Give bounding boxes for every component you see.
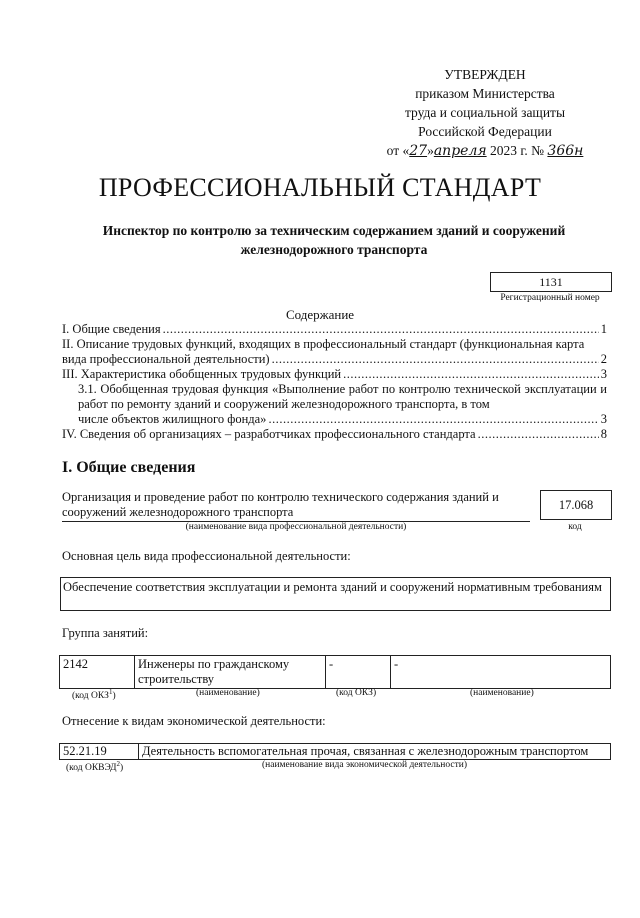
code-caption: код bbox=[568, 522, 582, 532]
toc-item-2[interactable] bbox=[62, 337, 607, 367]
approved-line-2: труда и социальной защиты bbox=[404, 105, 566, 120]
date-prefix: от « bbox=[386, 143, 410, 158]
goal-box bbox=[60, 577, 611, 611]
toc-item-text-cont: числе объектов жилищного фонда» bbox=[78, 412, 267, 426]
footnote-2: 2 bbox=[116, 760, 120, 768]
document-subtitle: Инспектор по контролю за техническим содержанием зданий и сооружений железнодорожного транспорта bbox=[102, 223, 566, 257]
order-number: 366н bbox=[547, 143, 584, 159]
okz-code-cell-2: - bbox=[326, 656, 391, 689]
name-caption: (наименование) bbox=[196, 688, 260, 698]
activity-caption: (наименование вида профессиональной деятельности) bbox=[185, 522, 407, 532]
okved-caption-text: (код ОКВЭД bbox=[66, 763, 117, 774]
toc-item-text: I. Общие сведения bbox=[62, 322, 161, 336]
okz-code-cell: 2142 bbox=[60, 656, 135, 689]
approval-date bbox=[360, 141, 610, 161]
toc-item-text: III. Характеристика обобщенных трудовых функций bbox=[62, 367, 342, 381]
toc-item-text: II. Описание трудовых функций, входящих в профессиональный стандарт (функциональная карта bbox=[62, 337, 585, 351]
okz-caption bbox=[72, 688, 116, 701]
toc-page: 8 bbox=[600, 427, 607, 441]
toc-title: Содержание bbox=[285, 307, 355, 322]
toc-item-3-1[interactable] bbox=[78, 382, 607, 427]
date-year: 2023 г. № bbox=[486, 143, 548, 158]
econ-label: Отнесение к видам экономической деятельности: bbox=[62, 714, 326, 728]
okved-name-caption: (наименование вида экономической деятельности) bbox=[262, 760, 467, 770]
okved-caption-close: ) bbox=[119, 763, 124, 774]
footnote-1: 1 bbox=[108, 688, 113, 696]
approved-line-3: Российской Федерации bbox=[418, 124, 552, 139]
date-day: 27 bbox=[409, 143, 428, 159]
toc-item-4[interactable] bbox=[62, 427, 607, 442]
table-row bbox=[60, 744, 611, 760]
toc-page: 3 bbox=[600, 367, 607, 381]
activity-code: 17.068 bbox=[540, 490, 612, 520]
okz-caption-close: ) bbox=[112, 691, 116, 702]
activity-name: Организация и проведение работ по контролю технического содержания зданий и сооружений железнодорожного транспорта bbox=[62, 490, 499, 519]
approved-label: УТВЕРЖДЕН bbox=[444, 67, 526, 82]
approval-block bbox=[360, 65, 610, 161]
table-row bbox=[60, 656, 611, 689]
document-title: ПРОФЕССИОНАЛЬНЫЙ СТАНДАРТ bbox=[98, 173, 542, 202]
group-label: Группа занятий: bbox=[62, 626, 149, 640]
approved-line-1: приказом Министерства bbox=[415, 86, 555, 101]
date-month: апреля bbox=[433, 143, 487, 159]
toc-item-text-cont: вида профессиональной деятельности) bbox=[62, 352, 270, 366]
date-mid: » bbox=[427, 143, 434, 158]
okved-name-cell: Деятельность вспомогательная прочая, связанная с железнодорожным транспортом bbox=[139, 744, 611, 760]
toc-item-text: IV. Сведения об организациях – разработчиках профессионального стандарта bbox=[62, 427, 476, 441]
toc-item-1[interactable] bbox=[62, 322, 607, 337]
okved-table bbox=[59, 743, 611, 760]
toc-item-3[interactable] bbox=[62, 367, 607, 382]
okz-caption-text: (код ОКЗ bbox=[72, 691, 109, 702]
okved-caption bbox=[66, 760, 123, 773]
goal-label: Основная цель вида профессиональной деятельности: bbox=[62, 549, 351, 563]
registration-caption: Регистрационный номер bbox=[500, 293, 600, 303]
toc-item-text: 3.1. Обобщенная трудовая функция «Выполнение работ по контролю технической эксплуатации и работ по ремонту зданий и сооружений железнодорожного транспорта, в том bbox=[78, 382, 607, 411]
okved-code-cell: 52.21.19 bbox=[60, 744, 139, 760]
registration-number: 1131 bbox=[490, 272, 612, 292]
toc-page: 2 bbox=[600, 352, 607, 366]
occupation-name-cell: Инженеры по гражданскому строительству bbox=[135, 656, 326, 689]
goal-text: Обеспечение соответствия эксплуатации и ремонта зданий и сооружений нормативным требованиям bbox=[63, 580, 602, 594]
toc-page: 3 bbox=[600, 412, 607, 426]
name-caption-2: (наименование) bbox=[470, 688, 534, 698]
toc-page: 1 bbox=[600, 322, 607, 336]
group-table bbox=[59, 655, 611, 689]
occupation-name-cell-2: - bbox=[391, 656, 611, 689]
section-heading: I. Общие сведения bbox=[62, 459, 196, 476]
okz-caption-2: (код ОКЗ) bbox=[336, 688, 377, 698]
